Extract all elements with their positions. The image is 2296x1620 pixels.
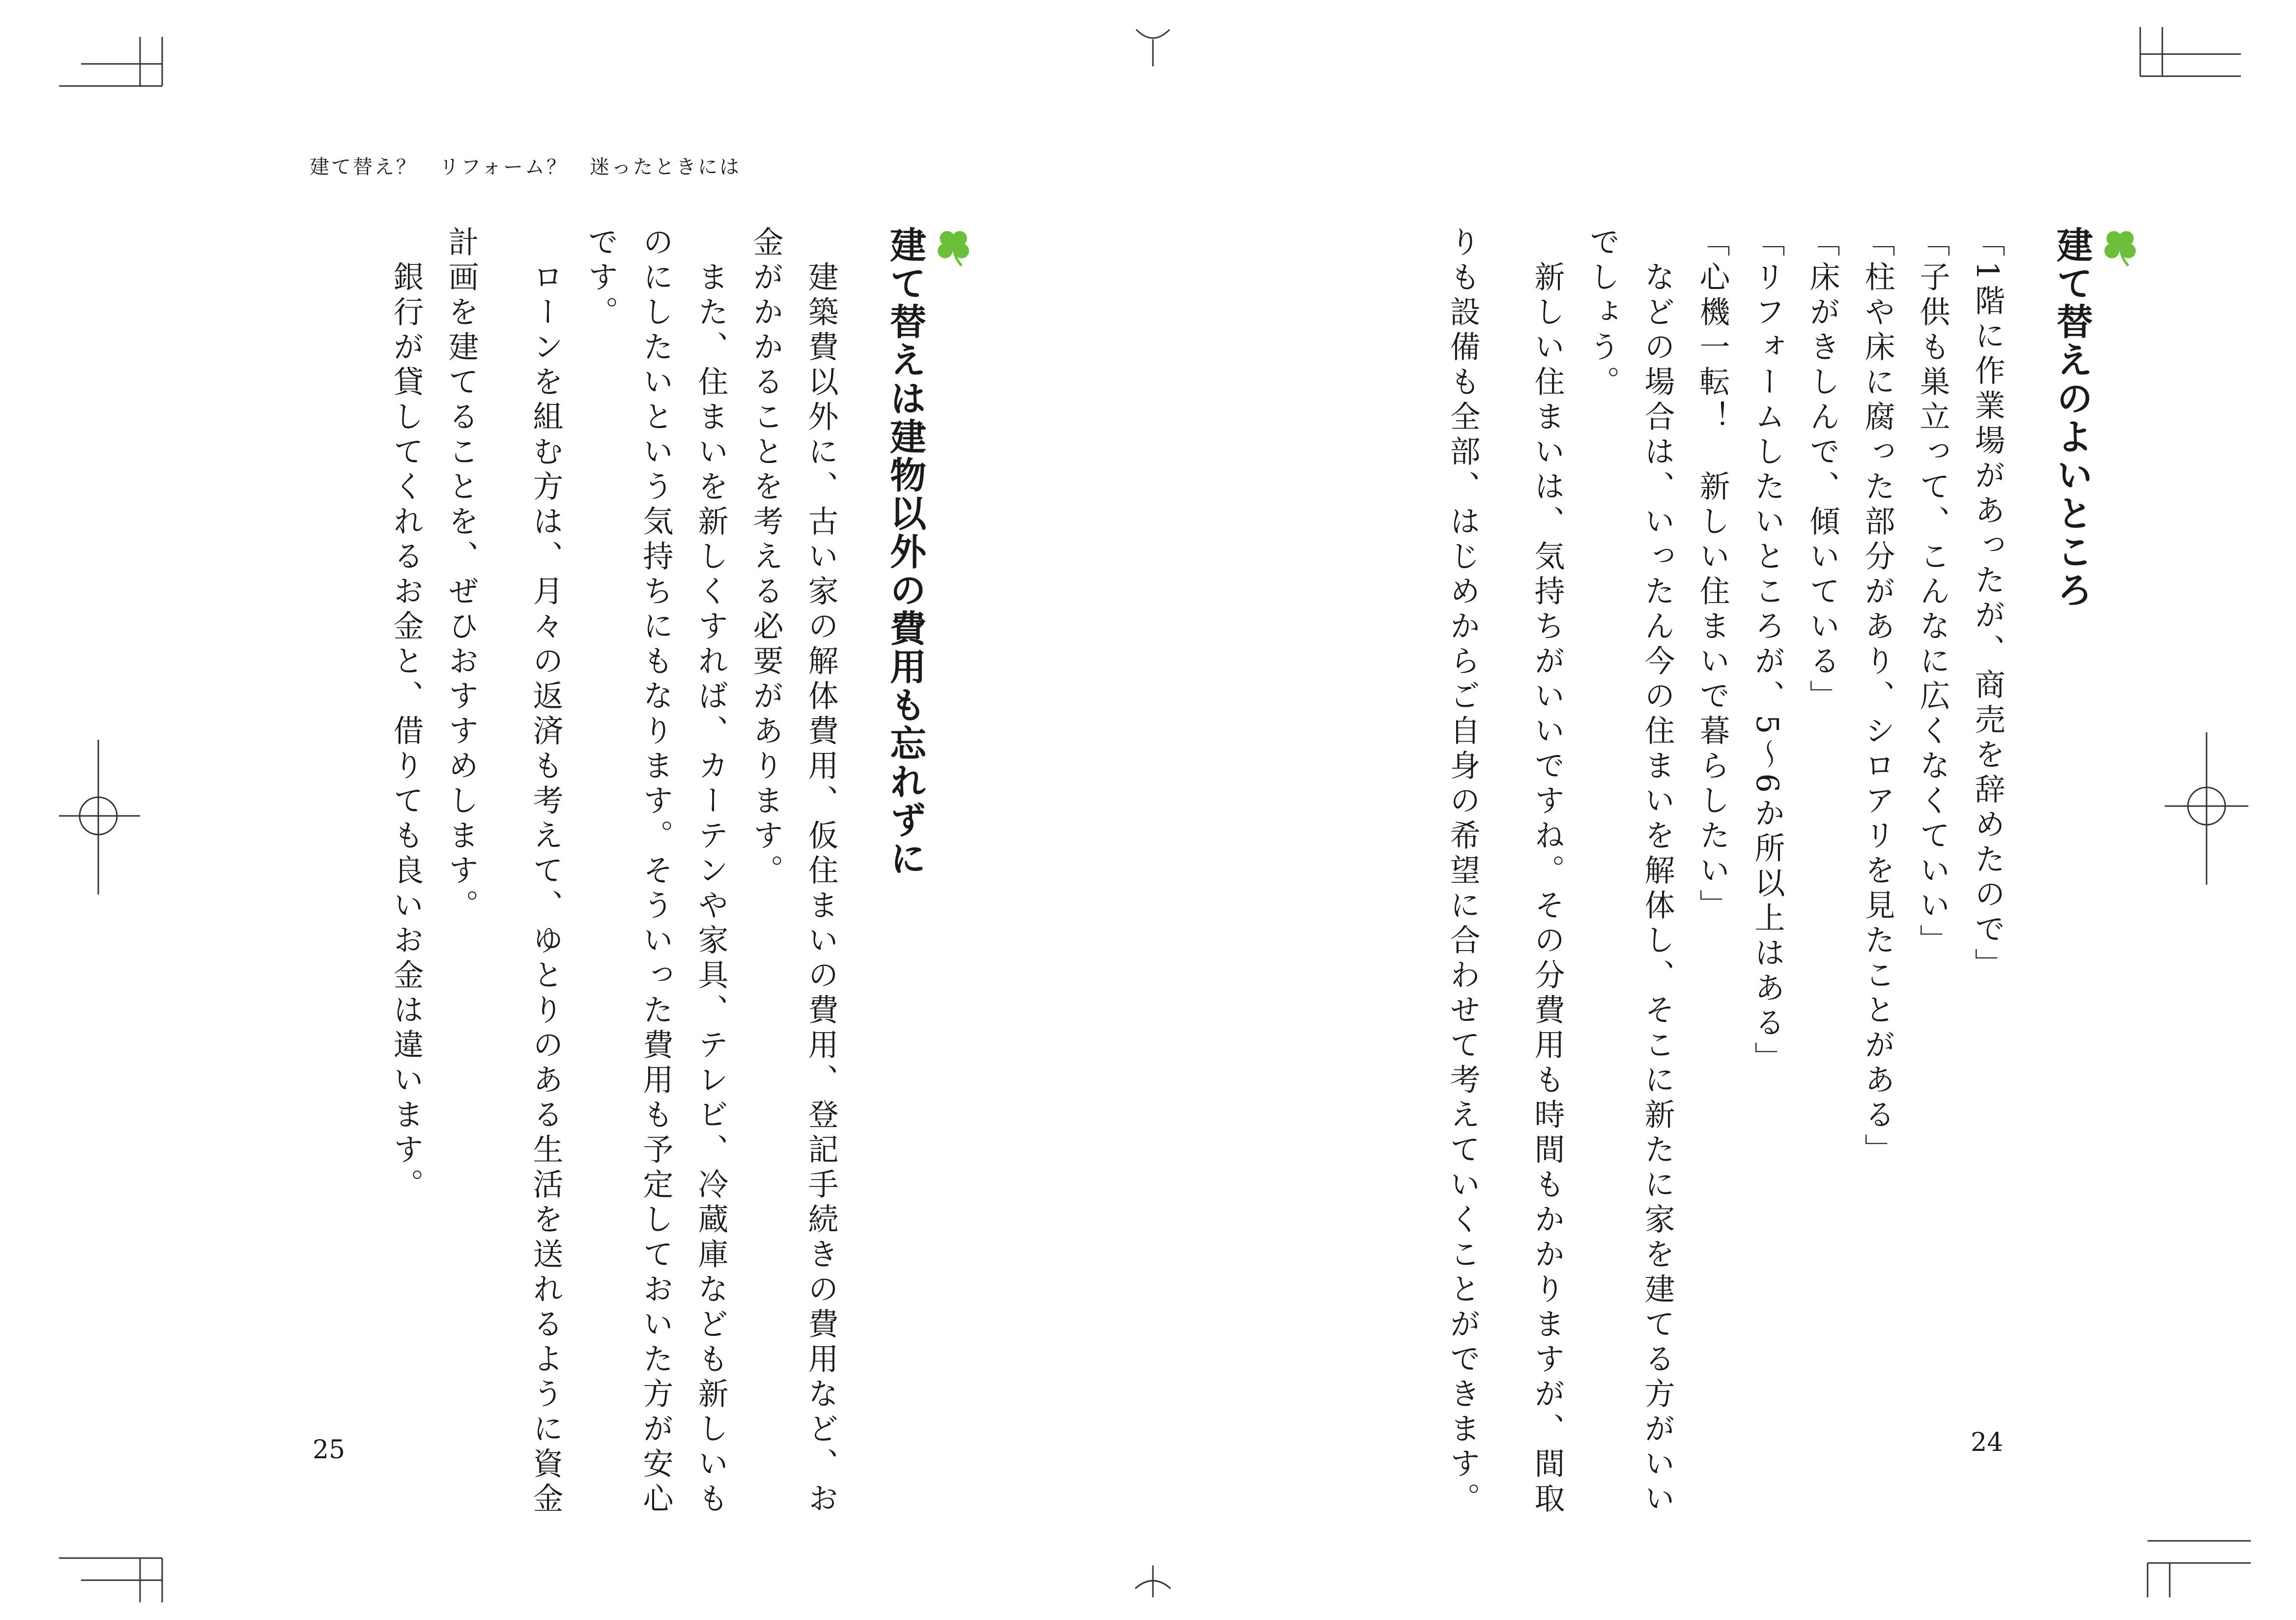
body-line: ローンを組む方は、月々の返済も考えて、ゆとりのある生活を送れるように資金 xyxy=(528,226,564,1517)
body-line: 「柱や床に腐った部分があり、シロアリを見たことがある」 xyxy=(1860,226,1895,1168)
page-number-right: 24 xyxy=(1971,1428,2004,1457)
section-heading xyxy=(878,226,974,1455)
body-line: 銀行が貸してくれるお金と、借りても良いお金は違います。 xyxy=(388,226,424,1203)
running-head: 建て替え？ リフォーム？ 迷ったときには xyxy=(310,156,741,178)
section-heading-text: 建て替えは建物以外の費用も忘れずに xyxy=(884,226,926,878)
body-line: です。 xyxy=(583,226,619,331)
body-line: のにしたいという気持ちにもなります。そういった費用も予定しておいた方が安心 xyxy=(638,226,674,1517)
body-line: 「1階に作業場があったが、商売を辞めたので」 xyxy=(1970,226,2006,983)
left-page-body xyxy=(378,226,974,1517)
section-heading xyxy=(2044,226,2141,1455)
body-line: りも設備も全部、はじめからご自身の希望に合わせて考えていくことができます。 xyxy=(1445,226,1481,1517)
body-line: 「リフォームしたいところが、5〜6か所以上はある」 xyxy=(1750,226,1785,1076)
body-line: でしょう。 xyxy=(1584,226,1620,401)
body-line: 「子供も巣立って、こんなに広くなくていい」 xyxy=(1915,226,1951,959)
body-line: 新しい住まいは、気持ちがいいですね。その分費用も時間もかかりますが、間取 xyxy=(1529,226,1565,1517)
body-line: 「床がきしんで、傾いている」 xyxy=(1805,226,1840,715)
clover-icon xyxy=(2099,226,2141,267)
section-heading-text: 建て替えのよいところ xyxy=(2051,226,2093,609)
body-line: などの場合は、いったん今の住まいを解体し、そこに新たに家を建てる方がいい xyxy=(1639,226,1675,1517)
body-line: 「心機一転！ 新しい住まいで暮らしたい」 xyxy=(1694,226,1730,924)
body-line: 計画を建てることを、ぜひおすすめします。 xyxy=(443,226,479,924)
body-line: また、住まいを新しくすれば、カーテンや家具、テレビ、冷蔵庫なども新しいも xyxy=(693,226,729,1517)
body-line: 金がかかることを考える必要があります。 xyxy=(748,226,784,889)
page-number-left: 25 xyxy=(313,1435,345,1465)
right-page-body xyxy=(1435,226,2141,1517)
clover-icon xyxy=(933,226,974,267)
body-line: 建築費以外に、古い家の解体費用、仮住まいの費用、登記手続きの費用など、お xyxy=(803,226,839,1517)
